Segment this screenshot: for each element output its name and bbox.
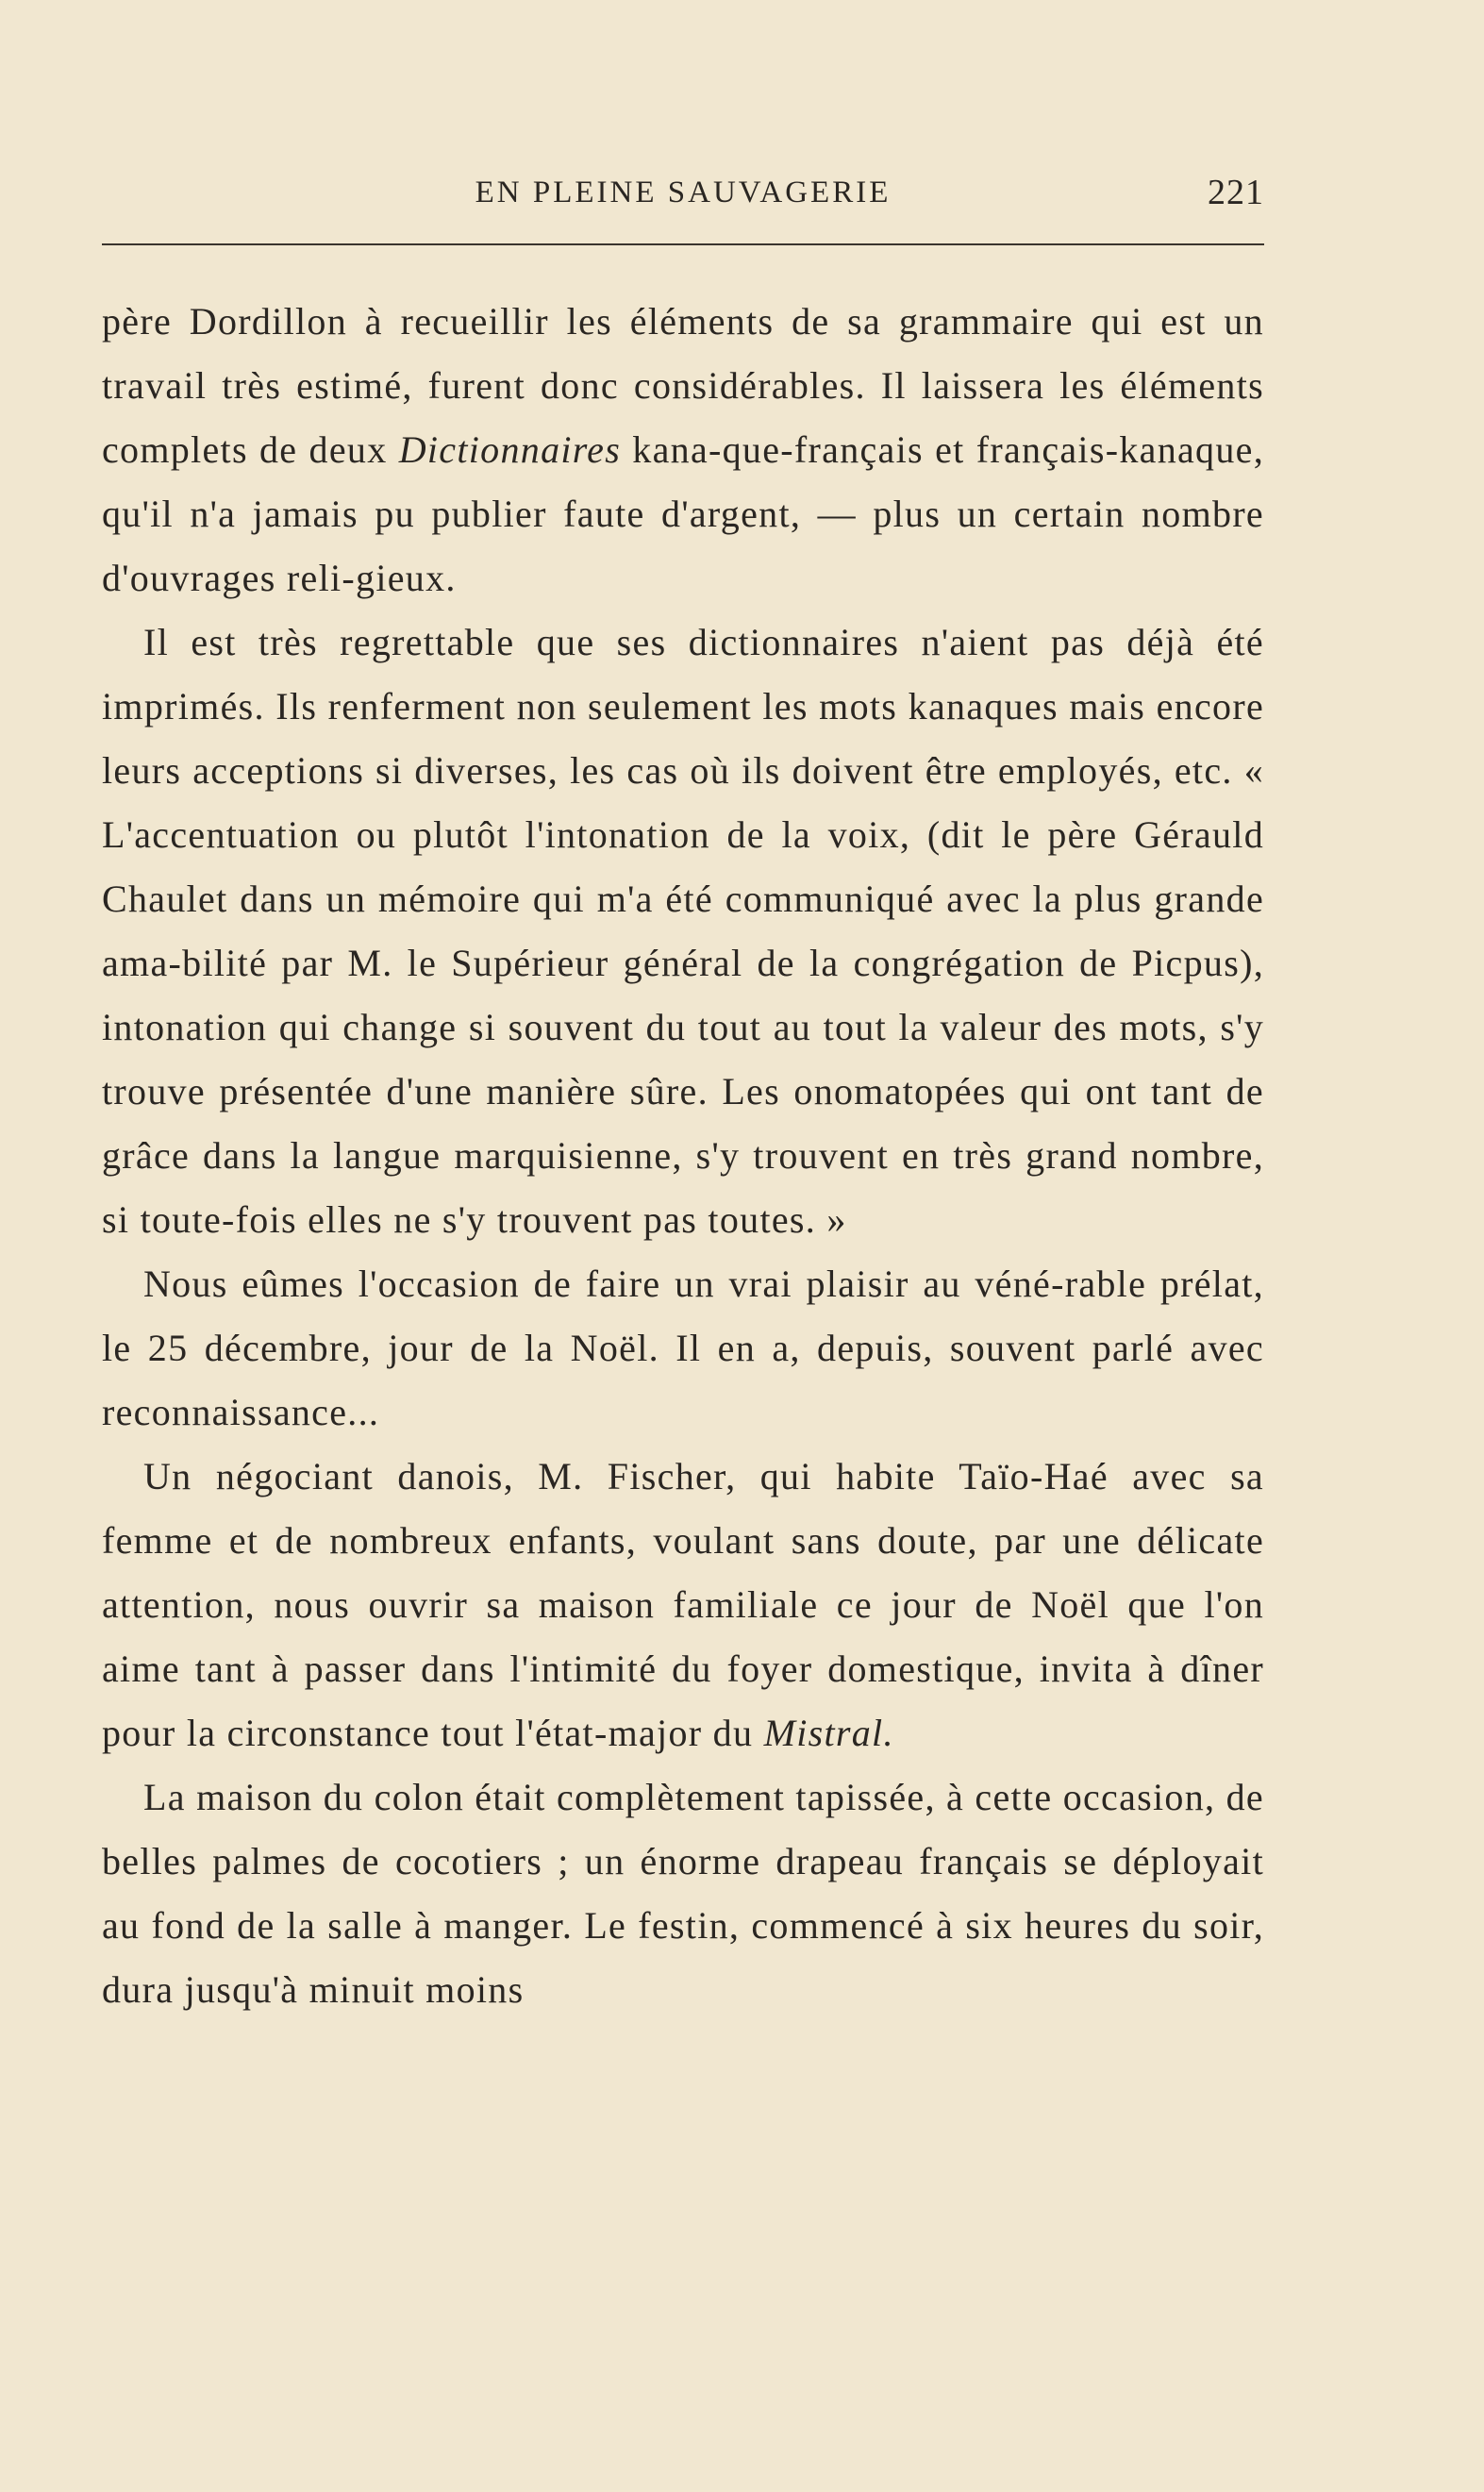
paragraph-text: Un négociant danois, M. Fischer, qui habite Taïo-Haé avec sa femme et de nombreux enfants, voulant sans doute, par une délicate attention, nous ouvrir sa maison familiale ce jour de Noël que l'on aime tant à passer dans l'intimité du foyer domestique, invita à dîner pour la circonstance tout l'état-major du [102,1455,1264,1754]
book-title: Dictionnaires [398,428,622,471]
paragraph-text: Nous eûmes l'occasion de faire un vrai plaisir au véné-rable prélat, le 25 décembre, jour de la Noël. Il en a, depuis, souvent parlé avec reconnaissance... [102,1263,1264,1433]
running-title: EN PLEINE SAUVAGERIE [475,176,892,209]
ship-name: Mistral. [763,1712,894,1754]
header-rule [102,243,1264,245]
paragraph [102,290,1264,610]
paragraph [102,610,1264,1252]
page-number: 221 [1208,173,1264,212]
paragraph-text: père Dordillon à recueillir les éléments de sa grammaire qui est un travail très estimé, furent donc considérables. Il laissera les éléments complets de deux [102,300,1264,471]
paragraph-text: kana-que-français et français-kanaque, qu'il n'a jamais pu publier faute d'argent, — plus un certain nombre d'ouvrages reli-gieux. [102,428,1264,599]
paragraph-text: La maison du colon était complètement tapissée, à cette occasion, de belles palmes de cocotiers ; un énorme drapeau français se déployait au fond de la salle à manger. Le festin, commencé à six heures du soir, dura jusqu'à minuit moins [102,1776,1264,2011]
body-text [102,290,1264,2022]
paragraph [102,1252,1264,1445]
paragraph [102,1765,1264,2022]
paragraph-text: Il est très regrettable que ses dictionnaires n'aient pas déjà été imprimés. Ils renferment non seulement les mots kanaques mais encore leurs acceptions si diverses, les cas où ils doivent être employés, etc. « L'accentuation ou plutôt l'intonation de la voix, (dit le père Gérauld Chaulet dans un mémoire qui m'a été communiqué avec la plus grande ama-bilité par M. le Supérieur général de la congrégation de Picpus), intonation qui change si souvent du tout au tout la valeur des mots, s'y trouve présentée d'une manière sûre. Les onomatopées qui ont tant de grâce dans la langue marquisienne, s'y trouvent en très grand nombre, si toute-fois elles ne s'y trouvent pas toutes. » [102,621,1264,1241]
paragraph [102,1445,1264,1765]
page-header [102,170,1264,223]
